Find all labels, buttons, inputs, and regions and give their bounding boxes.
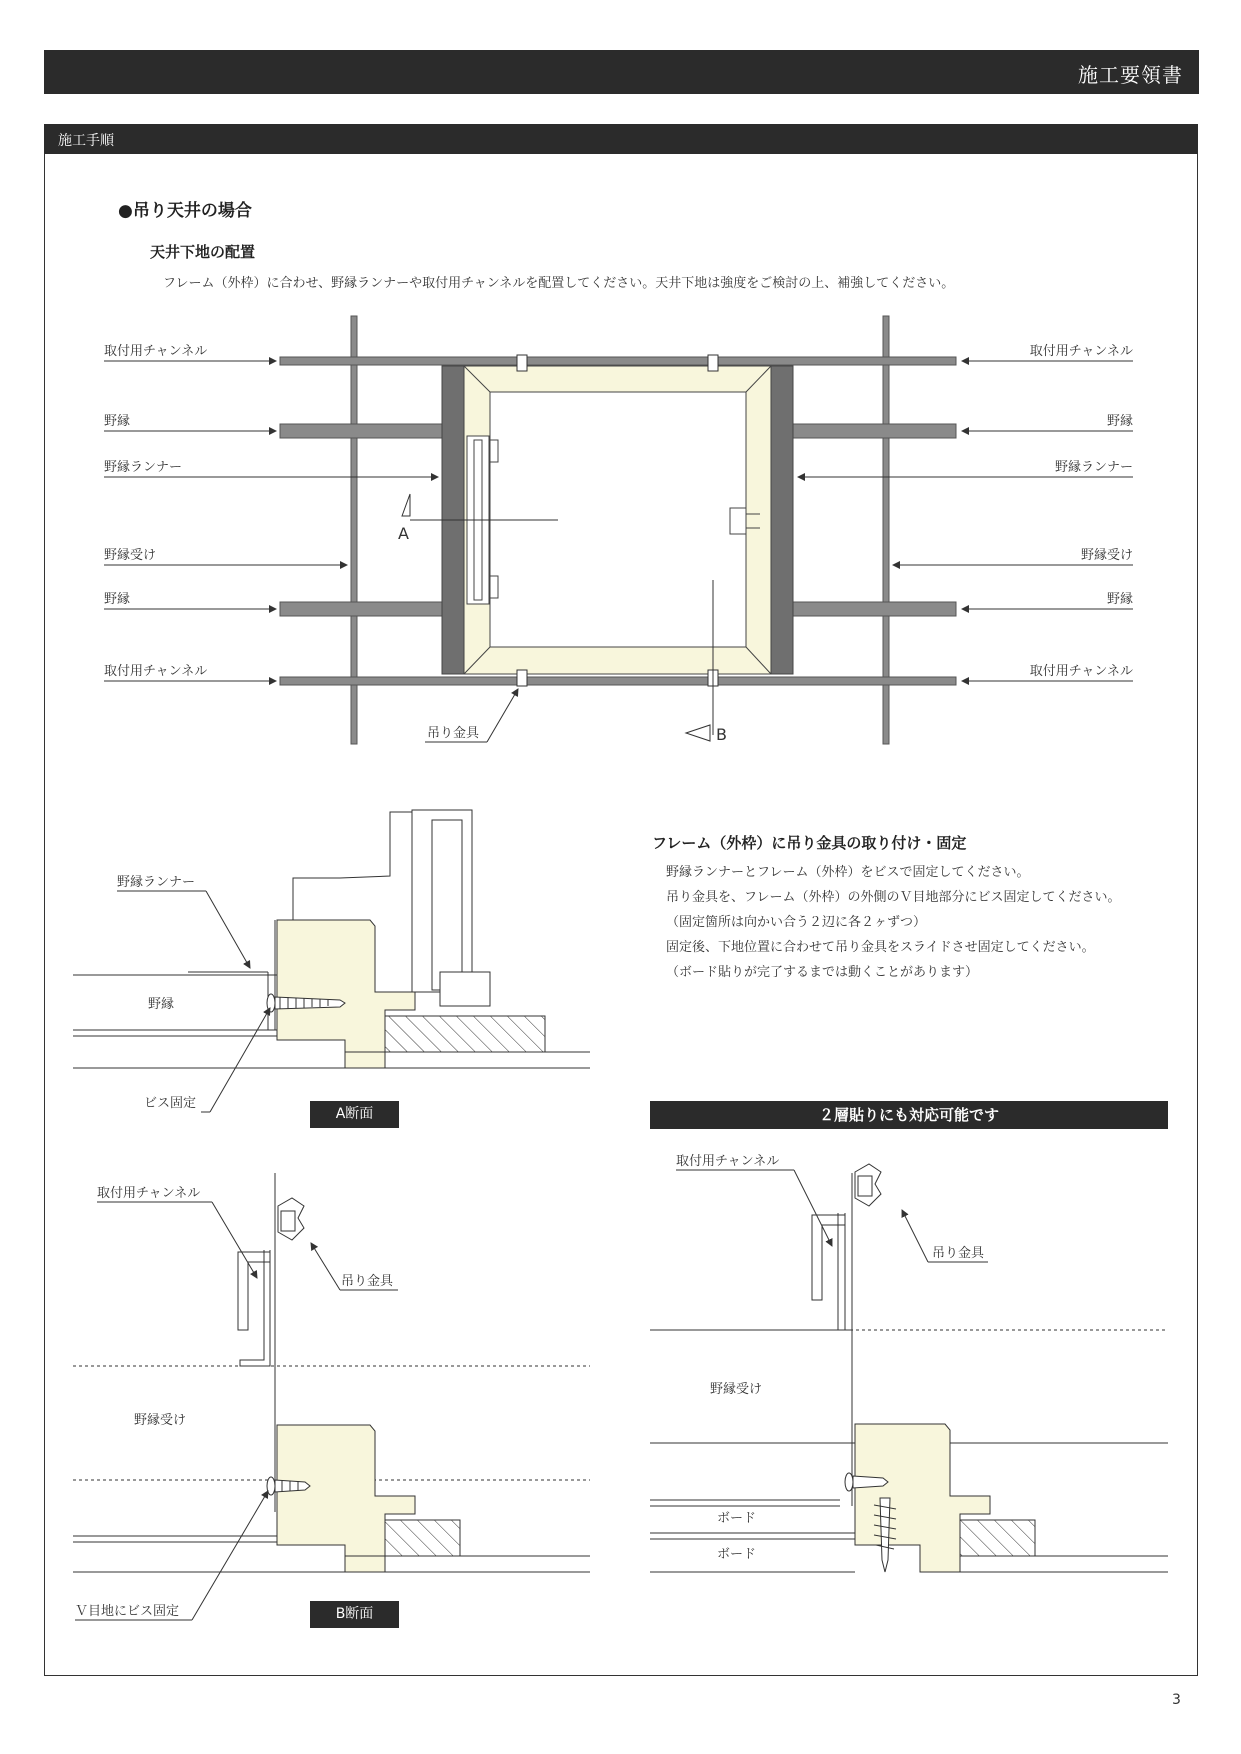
double-board-banner: ２層貼りにも対応可能です: [650, 1101, 1168, 1129]
fix-step: 固定後、下地位置に合わせて吊り金具をスライドさせ固定してください。: [666, 940, 1095, 955]
section-label: 施工手順: [58, 133, 114, 149]
double-hanger-label: 吊り金具: [932, 1246, 985, 1261]
sec-b-hanger-label: 吊り金具: [341, 1274, 394, 1289]
plan-right-label: 取付用チャンネル: [1029, 664, 1133, 679]
sec-a-screw-label: ビス固定: [144, 1096, 197, 1111]
double-board1-label: ボード: [717, 1511, 757, 1526]
mark-b: B: [716, 725, 727, 744]
fix-heading: フレーム（外枠）に吊り金具の取り付け・固定: [652, 834, 967, 852]
double-board2-label: ボード: [717, 1547, 757, 1562]
double-channel-label: 取付用チャンネル: [676, 1154, 780, 1169]
page-number: 3: [1172, 1692, 1181, 1708]
section-a-caption: A断面: [310, 1101, 399, 1128]
fix-step: （ボード貼りが完了するまでは動くことがあります）: [666, 965, 979, 980]
plan-right-label: 野縁: [1106, 592, 1133, 607]
plan-left-leaders: [104, 361, 438, 681]
plan-left-label: 取付用チャンネル: [104, 344, 208, 359]
plan-right-label: 野縁ランナー: [1054, 460, 1133, 475]
fix-steps: [666, 860, 1120, 985]
sec-b-nobuchi-uke-label: 野縁受け: [134, 1413, 187, 1428]
plan-left-label: 野縁受け: [104, 548, 157, 563]
fix-step: 野縁ランナーとフレーム（外枠）をビスで固定してください。: [666, 865, 1030, 880]
plan-hanger-label: 吊り金具: [427, 726, 480, 741]
sec-b-channel-label: 取付用チャンネル: [97, 1186, 201, 1201]
plan-right-label: 野縁受け: [1080, 548, 1133, 563]
main-heading: ●吊り天井の場合: [118, 201, 252, 221]
fix-step: （固定箇所は向かい合う２辺に各２ヶずつ）: [666, 915, 927, 930]
section-b-caption: B断面: [310, 1601, 399, 1628]
plan-view: [280, 316, 956, 744]
sub-heading: 天井下地の配置: [150, 243, 256, 261]
doc-title: 施工要領書: [1078, 63, 1183, 87]
intro-text: フレーム（外枠）に合わせ、野縁ランナーや取付用チャンネルを配置してください。天井下地は強度をご検討の上、補強してください。: [163, 276, 955, 291]
section-b: [73, 1173, 590, 1572]
plan-right-leaders: [798, 361, 1133, 681]
section-a: [73, 810, 590, 1068]
fix-step: 吊り金具を、フレーム（外枠）の外側のＶ目地部分にビス固定してください。: [666, 890, 1121, 905]
plan-left-label: 野縁: [104, 592, 131, 607]
sec-a-runner-label: 野縁ランナー: [117, 875, 196, 890]
plan-right-label: 取付用チャンネル: [1029, 344, 1133, 359]
plan-left-label: 野縁: [104, 414, 131, 429]
mark-a: A: [398, 524, 409, 543]
plan-left-label: 野縁ランナー: [104, 460, 183, 475]
plan-right-label: 野縁: [1106, 414, 1133, 429]
sec-b-screw-label: Ｖ目地にビス固定: [75, 1604, 180, 1619]
double-nobuchi-uke-label: 野縁受け: [710, 1382, 763, 1397]
plan-left-label: 取付用チャンネル: [104, 664, 208, 679]
sec-a-nobuchi-label: 野縁: [148, 997, 175, 1012]
